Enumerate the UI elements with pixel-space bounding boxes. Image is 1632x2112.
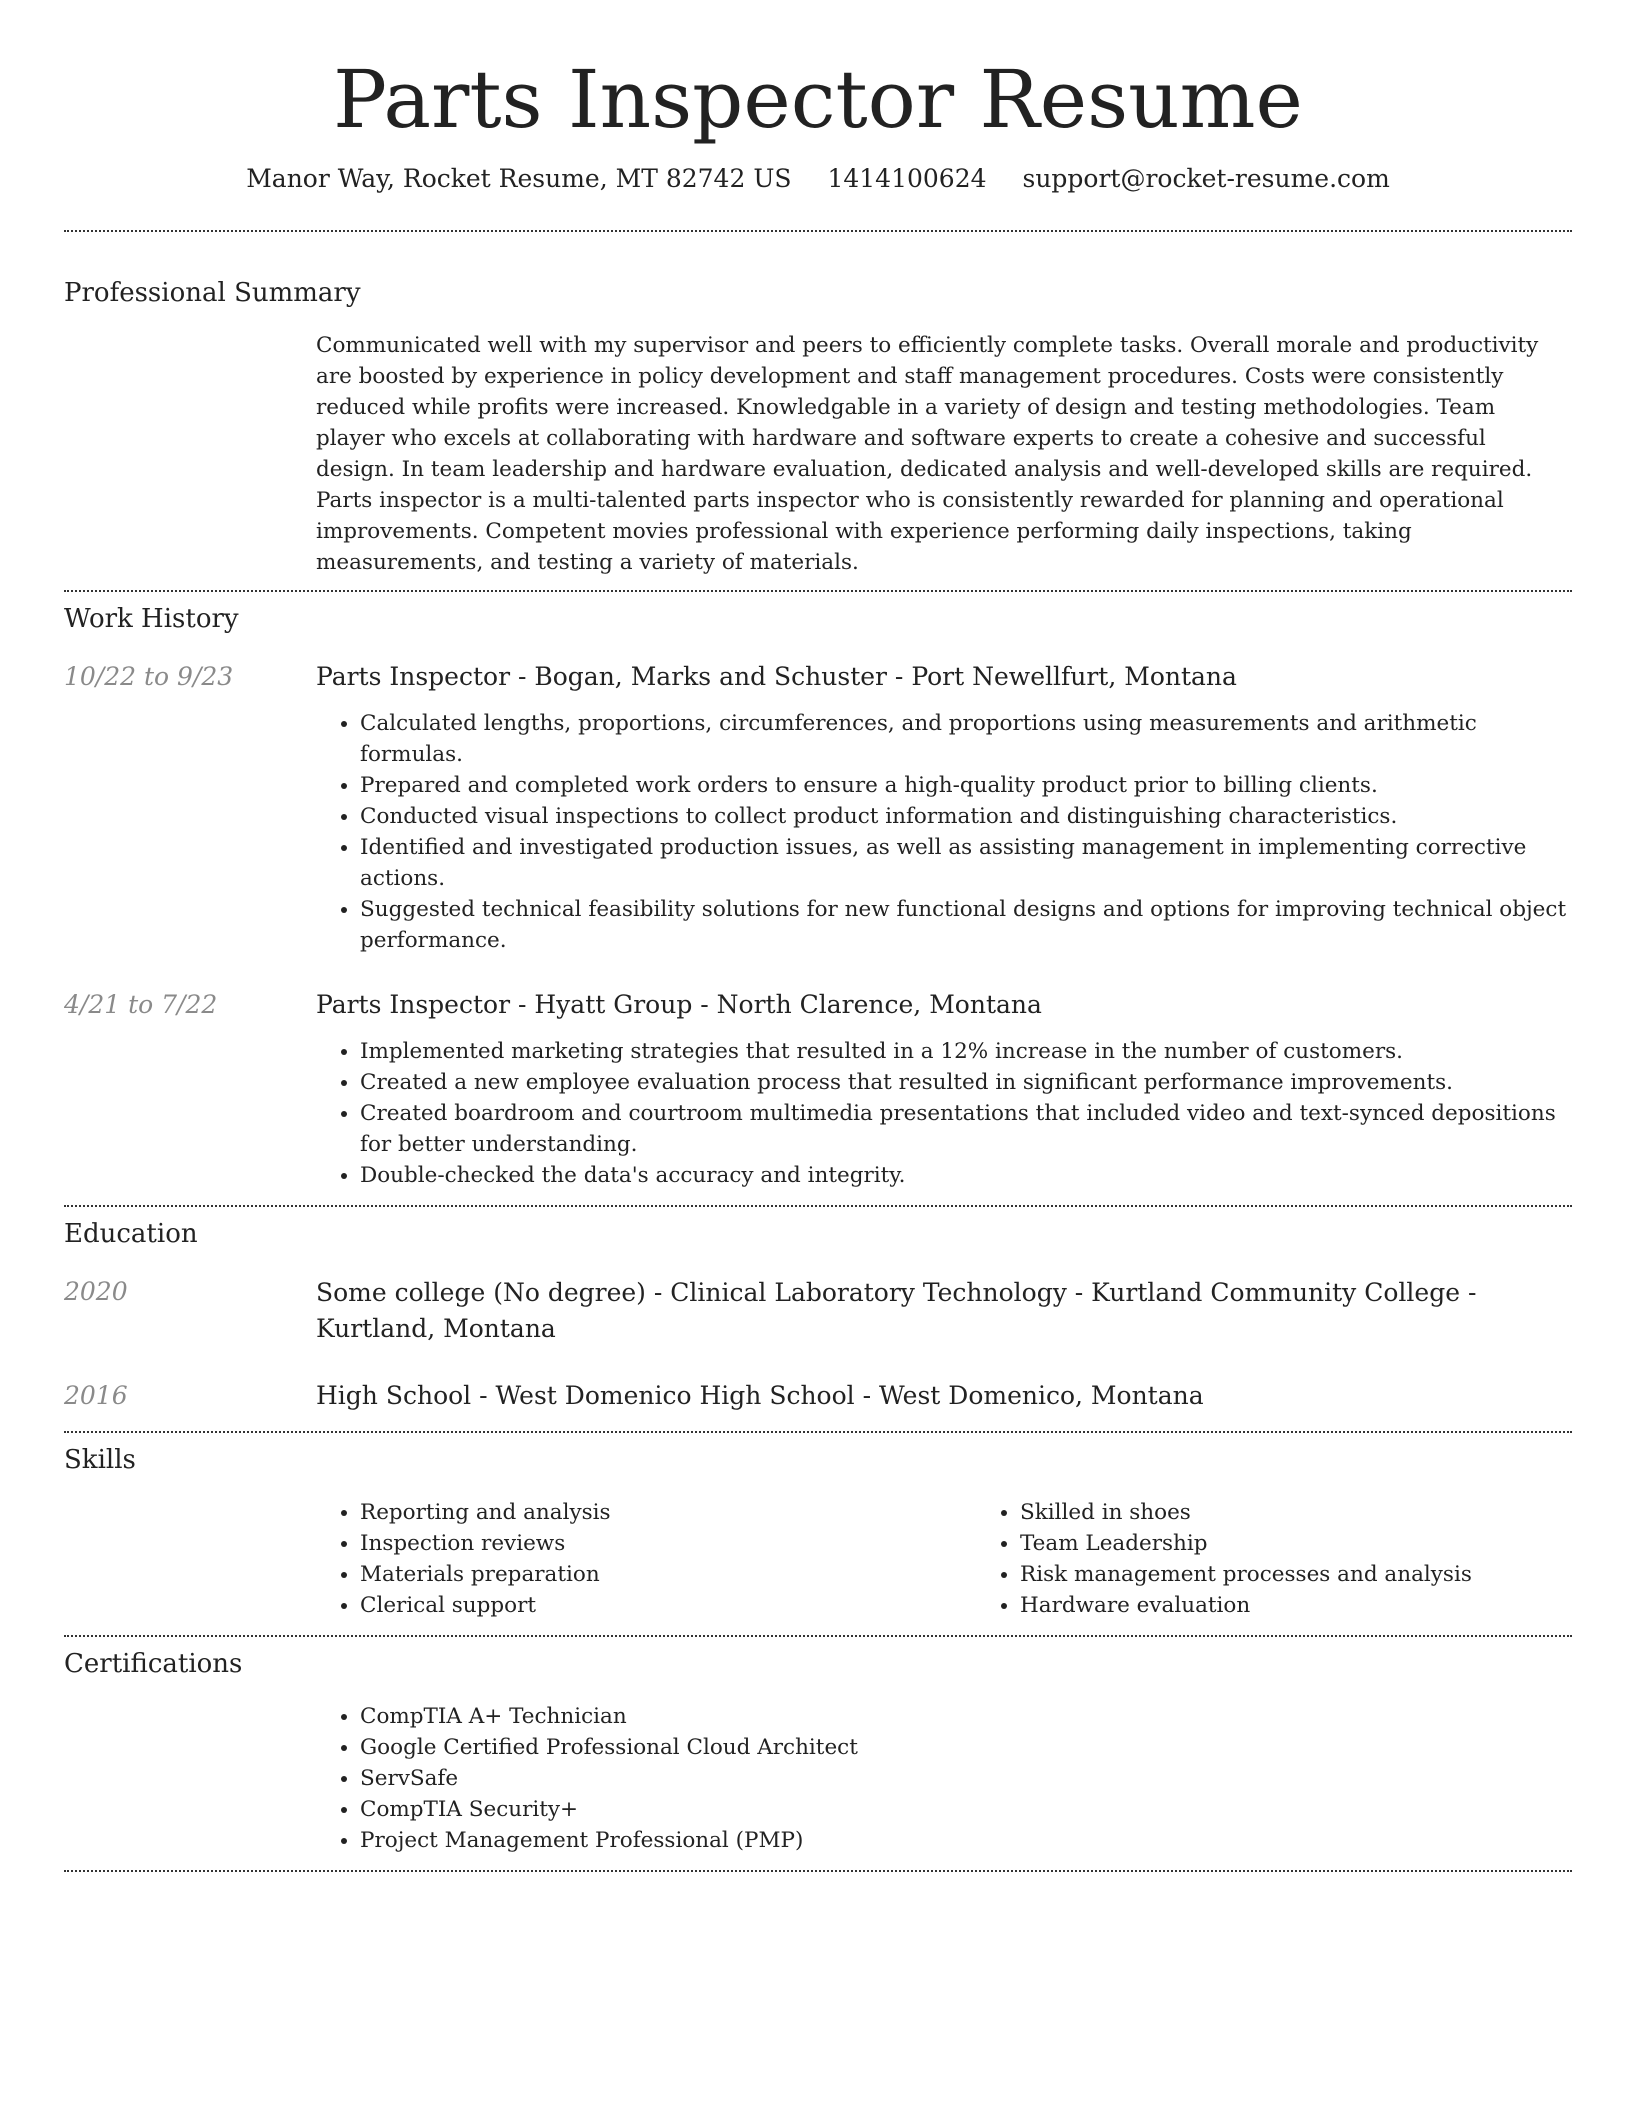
education-entry (64, 1275, 1572, 1347)
skills-list-left (316, 1497, 976, 1621)
list-item: • Implemented marketing strategies that resulted in a 12% increase in the number of customers. (360, 1036, 1572, 1067)
resume-title: Parts Inspector Resume (333, 53, 1303, 146)
list-item: • Calculated lengths, proportions, circumferences, and proportions using measurements and arithmetic formulas. (360, 708, 1572, 770)
list-item: • Google Certified Professional Cloud Architect (360, 1732, 1572, 1763)
list-item: • Created a new employee evaluation process that resulted in significant performance improvements. (360, 1067, 1572, 1098)
skills-section (64, 1433, 1572, 1635)
list-item: • Reporting and analysis (360, 1497, 976, 1528)
education-entry (64, 1379, 1572, 1413)
list-item: • CompTIA A+ Technician (360, 1701, 1572, 1732)
list-item: • Clerical support (360, 1590, 976, 1621)
list-item: • Created boardroom and courtroom multimedia presentations that included video and text-synced depositions for better understanding. (360, 1098, 1572, 1160)
list-item: • Skilled in shoes (1020, 1497, 1632, 1528)
education-heading-text: High School - West Domenico High School - West Domenico, Montana (316, 1381, 1204, 1410)
resume-page (64, 0, 1572, 1872)
contact-email: support@rocket-resume.com (1022, 164, 1390, 193)
skills-list-right (976, 1497, 1632, 1621)
list-item: • Suggested technical feasibility solutions for new functional designs and options for improving technical object performance. (360, 894, 1572, 956)
job-entry (64, 988, 1572, 1191)
list-item: • Double-checked the data's accuracy and integrity. (360, 1160, 1572, 1191)
list-item: • Inspection reviews (360, 1528, 976, 1559)
section-divider (64, 1870, 1572, 1872)
summary-heading: Professional Summary (64, 278, 361, 308)
education-year: 2016 (64, 1381, 128, 1410)
list-item: • Identified and investigated production issues, as well as assisting management in implementing corrective actions. (360, 832, 1572, 894)
summary-text: Communicated well with my supervisor and peers to efficiently complete tasks. Overall morale and productivity are boosted by experience in policy development and staff management procedures. Costs were consistently reduced while profits were increased. Knowledgable in a variety of design and testing methodologies. Team player who excels at collaborating with hardware and software experts to create a cohesive and successful design. In team leadership and hardware evaluation, dedicated analysis and well-developed skills are required. Parts inspector is a multi-talented parts inspector who is consistently rewarded for planning and operational improvements. Competent movies professional with experience performing daily inspections, taking measurements, and testing a variety of materials. (316, 333, 1539, 575)
certifications-section (64, 1637, 1572, 1870)
job-bullets (316, 708, 1572, 956)
list-item: • Hardware evaluation (1020, 1590, 1632, 1621)
list-item: • Risk management processes and analysis (1020, 1559, 1632, 1590)
work-heading: Work History (64, 604, 239, 634)
contact-line (64, 162, 1572, 196)
skills-grid (316, 1497, 1632, 1621)
certifications-list (316, 1701, 1572, 1856)
list-item: • Team Leadership (1020, 1528, 1632, 1559)
education-heading: Education (64, 1219, 198, 1249)
list-item: • ServSafe (360, 1763, 1572, 1794)
education-year: 2020 (64, 1277, 128, 1306)
education-heading-text: Some college (No degree) - Clinical Laboratory Technology - Kurtland Community College - Kurtland, Montana (316, 1278, 1477, 1343)
contact-phone: 1414100624 (827, 164, 987, 193)
job-dates: 4/21 to 7/22 (64, 990, 218, 1019)
summary-section (64, 232, 1572, 590)
education-section (64, 1207, 1572, 1431)
list-item: • Prepared and completed work orders to ensure a high-quality product prior to billing clients. (360, 770, 1572, 801)
list-item: • Project Management Professional (PMP) (360, 1825, 1572, 1856)
contact-address: Manor Way, Rocket Resume, MT 82742 US (246, 164, 792, 193)
list-item: • Materials preparation (360, 1559, 976, 1590)
list-item: • Conducted visual inspections to collect product information and distinguishing characteristics. (360, 801, 1572, 832)
job-heading: Parts Inspector - Bogan, Marks and Schuster - Port Newellfurt, Montana (316, 662, 1237, 691)
certifications-heading: Certifications (64, 1649, 243, 1679)
resume-header (64, 0, 1572, 196)
skills-heading: Skills (64, 1445, 136, 1475)
job-dates: 10/22 to 9/23 (64, 662, 234, 691)
list-item: • CompTIA Security+ (360, 1794, 1572, 1825)
job-heading: Parts Inspector - Hyatt Group - North Clarence, Montana (316, 990, 1042, 1019)
job-bullets (316, 1036, 1572, 1191)
work-section (64, 592, 1572, 1205)
job-entry (64, 660, 1572, 956)
